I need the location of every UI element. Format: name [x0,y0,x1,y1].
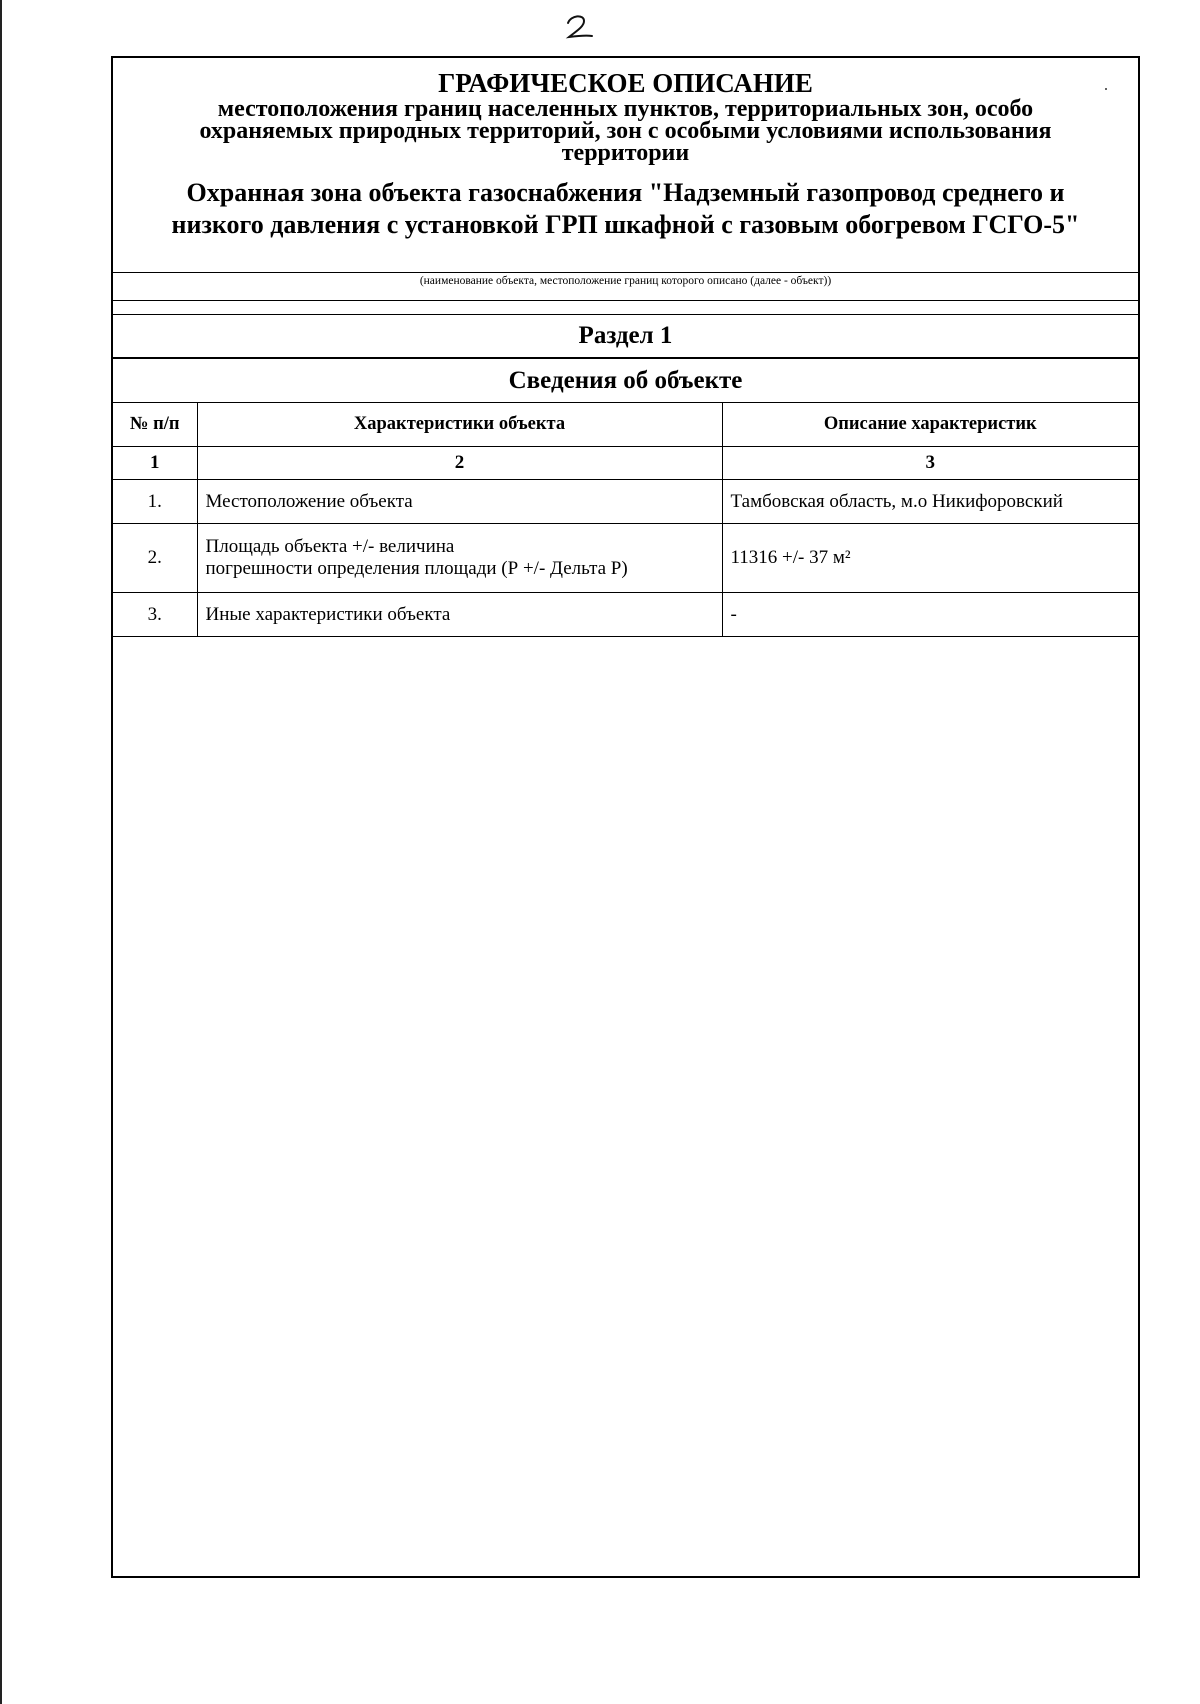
row-characteristic: Местоположение объекта [197,480,722,524]
document-title: ГРАФИЧЕСКОЕ ОПИСАНИЕ [438,68,813,98]
table-row [113,480,1138,524]
object-name-line: низкого давления с установкой ГРП шкафной с газовым обогревом ГСГО-5" [171,210,1080,239]
section-title: Сведения об объекте [113,359,1138,403]
column-header-number: № п/п [113,403,197,447]
section-label: Раздел 1 [113,315,1138,359]
document-subtitle [113,98,1138,164]
object-caption: (наименование объекта, местоположение границ которого описано (далее - объект)) [113,272,1138,301]
row-number: 1. [113,480,197,524]
object-name-line: Охранная зона объекта газоснабжения "Надземный газопровод среднего и [186,178,1065,207]
characteristic-line: погрешности определения площади (Р +/- Дельта Р) [205,558,628,579]
scan-edge-line [0,0,2,1704]
subtitle-line: местоположения границ населенных пунктов, территориальных зон, особо [217,96,1034,122]
row-number: 2. [113,524,197,593]
column-numbers-row [113,447,1138,480]
spacer-row [113,301,1138,315]
characteristic-line: Площадь объекта +/- величина [205,536,455,557]
row-description: 11316 +/- 37 м² [722,524,1138,593]
column-number: 3 [722,447,1138,480]
subtitle-line: территории [561,140,690,166]
table-row [113,524,1138,593]
row-characteristic: Иные характеристики объекта [197,593,722,637]
subtitle-line: охраняемых природных территорий, зон с особыми условиями использования [199,118,1052,144]
document-frame [111,56,1140,1578]
title-block [113,58,1138,272]
object-name [113,177,1138,241]
object-info-table [113,403,1138,637]
table-header-row [113,403,1138,447]
column-header-characteristic: Характеристики объекта [197,403,722,447]
column-number: 2 [197,447,722,480]
row-description: Тамбовская область, м.о Никифоровский [722,480,1138,524]
row-description: - [722,593,1138,637]
table-row [113,593,1138,637]
column-header-description: Описание характеристик [722,403,1138,447]
row-characteristic [197,524,722,593]
page-number-handwritten [555,6,605,46]
row-number: 3. [113,593,197,637]
column-number: 1 [113,447,197,480]
